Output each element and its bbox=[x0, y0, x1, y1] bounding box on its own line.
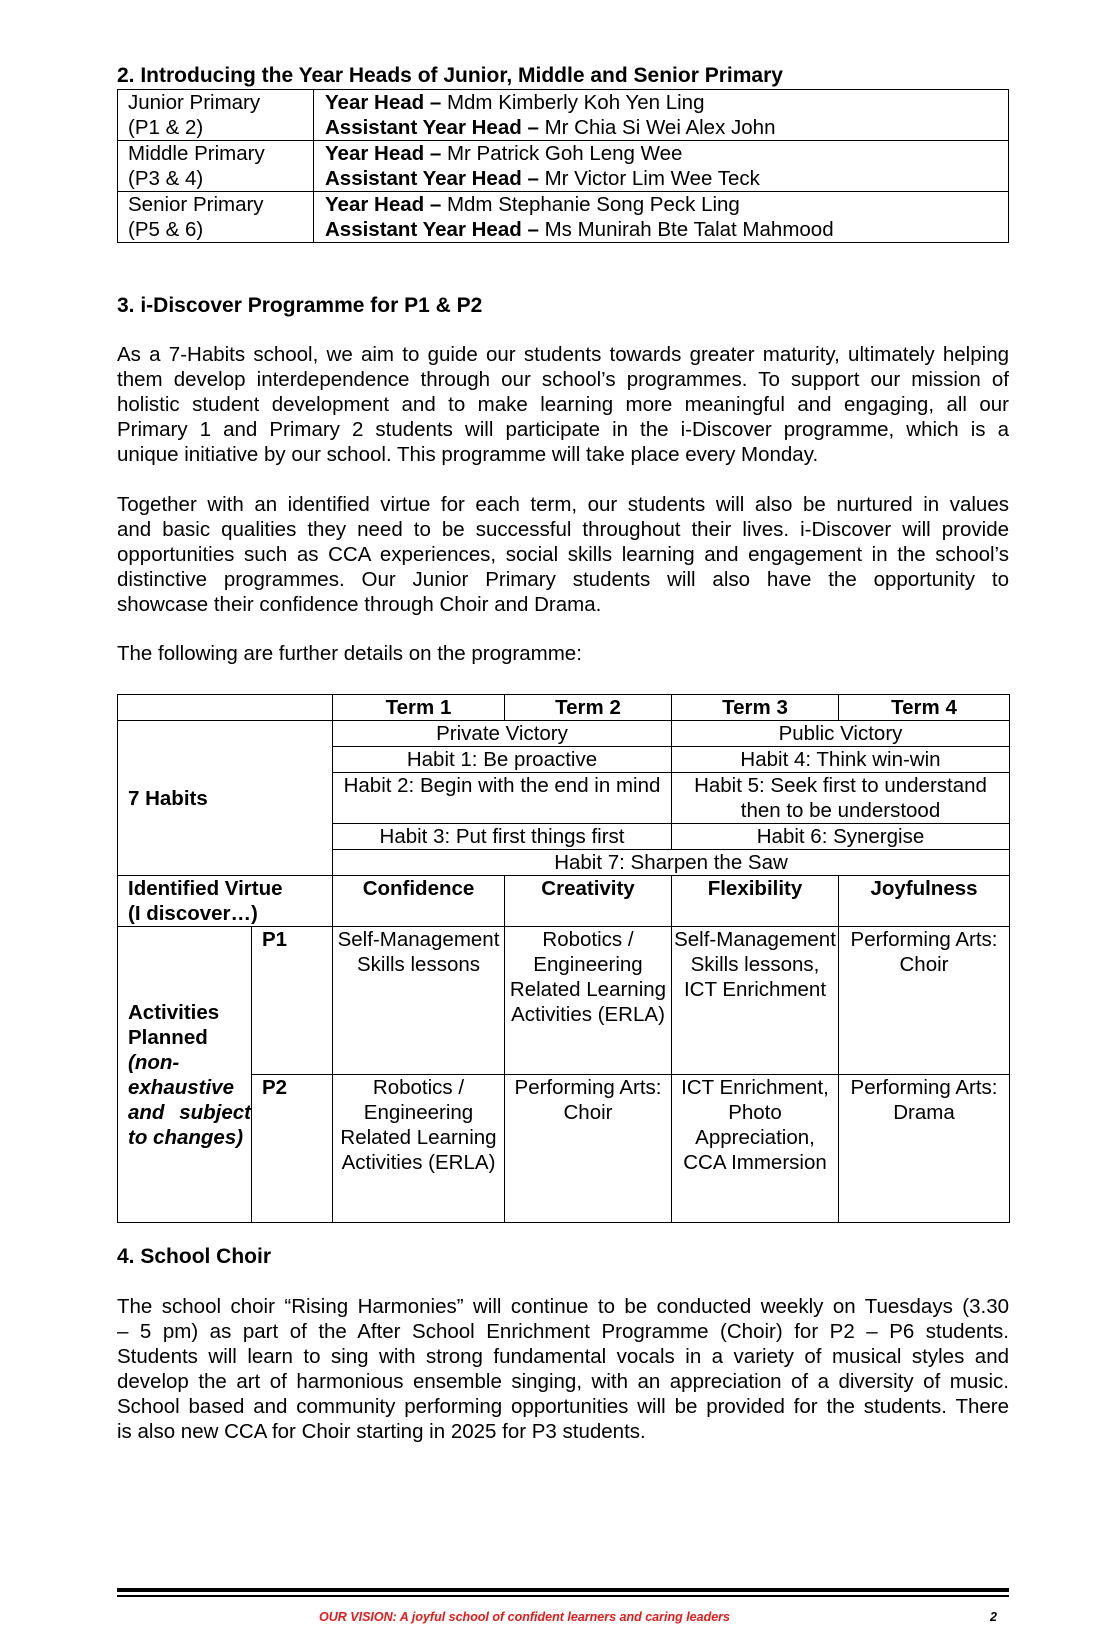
p2-term-3-activity: ICT Enrichment, Photo Appreciation, CCA Immersion bbox=[672, 1075, 839, 1223]
virtue-term-2: Creativity bbox=[505, 876, 672, 927]
identified-virtue-label bbox=[118, 876, 333, 927]
year-head-name: Mdm Kimberly Koh Yen Ling bbox=[446, 91, 705, 114]
paragraph-line: School based and community performing opportunities will be provided for the students. There bbox=[117, 1395, 1009, 1418]
identified-virtue-label-line-1: Identified Virtue bbox=[128, 877, 283, 900]
p1-label: P1 bbox=[252, 927, 333, 1075]
level-name: Senior Primary bbox=[128, 193, 264, 216]
habit-2-cell: Habit 2: Begin with the end in mind bbox=[333, 773, 672, 824]
assistant-year-head-name: Ms Munirah Bte Talat Mahmood bbox=[544, 218, 834, 241]
year-head-name: Mr Patrick Goh Leng Wee bbox=[446, 142, 683, 165]
heads-cell bbox=[314, 90, 1009, 141]
paragraph-line: develop the art of harmonious ensemble singing, with an appreciation of a diversity of music. bbox=[117, 1370, 1009, 1393]
paragraph-line: As a 7-Habits school, we aim to guide our students towards greater maturity, ultimately helping bbox=[117, 343, 1009, 366]
year-head-row bbox=[118, 192, 1009, 243]
heads-cell bbox=[314, 141, 1009, 192]
p1-term-3-activity: Self-Management Skills lessons, ICT Enrichment bbox=[672, 927, 839, 1075]
paragraph-line: opportunities such as CCA experiences, social skills learning and engagement in the school’s bbox=[117, 543, 1009, 566]
p1-term-2-activity: Robotics / Engineering Related Learning Activities (ERLA) bbox=[505, 927, 672, 1075]
habit-7-cell: Habit 7: Sharpen the Saw bbox=[333, 850, 1010, 876]
habit-5-cell: Habit 5: Seek first to understand then to be understood bbox=[672, 773, 1010, 824]
activities-note-text: (non-exhaustive and subject to changes) bbox=[128, 1050, 251, 1149]
section-2-heading: 2. Introducing the Year Heads of Junior, Middle and Senior Primary bbox=[117, 64, 783, 87]
paragraph-line: is also new CCA for Choir starting in 2025 for P3 students. bbox=[117, 1420, 646, 1443]
paragraph-line: unique initiative by our school. This programme will take place every Monday. bbox=[117, 443, 819, 466]
paragraph-line: them develop interdependence through our school’s programmes. To support our mission of bbox=[117, 368, 1009, 391]
virtue-term-4: Joyfulness bbox=[839, 876, 1010, 927]
level-name: Middle Primary bbox=[128, 142, 265, 165]
term-4-header: Term 4 bbox=[839, 695, 1010, 721]
term-3-header: Term 3 bbox=[672, 695, 839, 721]
year-head-row bbox=[118, 90, 1009, 141]
assistant-year-head-line bbox=[325, 217, 1008, 242]
paragraph-line: showcase their confidence through Choir and Drama. bbox=[117, 593, 602, 616]
paragraph-line: Together with an identified virtue for each term, our students will also be nurtured in values bbox=[117, 493, 1009, 516]
footer-rule-thin bbox=[117, 1595, 1009, 1597]
year-head-name: Mdm Stephanie Song Peck Ling bbox=[446, 193, 740, 216]
paragraph-line: and basic qualities they need to be successful throughout their lives. i-Discover will provide bbox=[117, 518, 1009, 541]
habit-1-cell: Habit 1: Be proactive bbox=[333, 747, 672, 773]
paragraph-line: holistic student development and to make learning more meaningful and engaging, all our bbox=[117, 393, 1009, 416]
year-heads-table bbox=[117, 89, 1009, 243]
paragraph-line: distinctive programmes. Our Junior Primary students will also have the opportunity to bbox=[117, 568, 1009, 591]
identified-virtue-label-line-2: (I discover…) bbox=[128, 902, 258, 925]
term-2-header: Term 2 bbox=[505, 695, 672, 721]
p2-term-1-activity: Robotics / Engineering Related Learning Activities (ERLA) bbox=[333, 1075, 505, 1223]
term-1-header: Term 1 bbox=[333, 695, 505, 721]
footer-rule-thick bbox=[117, 1588, 1009, 1592]
section-4-heading: 4. School Choir bbox=[117, 1245, 272, 1268]
paragraph-line: Students will learn to sing with strong fundamental vocals in a variety of musical styles and bbox=[117, 1345, 1009, 1368]
level-grades: (P1 & 2) bbox=[128, 116, 204, 139]
public-victory-cell: Public Victory bbox=[672, 721, 1010, 747]
year-head-line bbox=[325, 141, 1008, 166]
activities-planned-text: Activities Planned bbox=[128, 1000, 220, 1049]
section-3-paragraph-3: The following are further details on the programme: bbox=[117, 642, 582, 665]
blank-header-cell bbox=[118, 695, 333, 721]
section-3-paragraph-1 bbox=[117, 342, 1009, 467]
year-head-label: Year Head – bbox=[325, 91, 442, 114]
assistant-year-head-label: Assistant Year Head – bbox=[325, 218, 539, 241]
assistant-year-head-name: Mr Victor Lim Wee Teck bbox=[544, 167, 760, 190]
p1-term-4-activity: Performing Arts: Choir bbox=[839, 927, 1010, 1075]
level-cell bbox=[118, 90, 314, 141]
assistant-year-head-label: Assistant Year Head – bbox=[325, 116, 539, 139]
heads-cell bbox=[314, 192, 1009, 243]
habit-3-cell: Habit 3: Put first things first bbox=[333, 824, 672, 850]
assistant-year-head-name: Mr Chia Si Wei Alex John bbox=[544, 116, 776, 139]
private-victory-cell: Private Victory bbox=[333, 721, 672, 747]
paragraph-line: The school choir “Rising Harmonies” will continue to be conducted weekly on Tuesdays (3.30 bbox=[117, 1295, 1009, 1318]
section-3-paragraph-2 bbox=[117, 492, 1009, 617]
paragraph-line: – 5 pm) as part of the After School Enrichment Programme (Choir) for P2 – P6 students. bbox=[117, 1320, 1009, 1343]
year-head-label: Year Head – bbox=[325, 193, 442, 216]
assistant-year-head-line bbox=[325, 115, 1008, 140]
assistant-year-head-label: Assistant Year Head – bbox=[325, 167, 539, 190]
paragraph-line: Primary 1 and Primary 2 students will participate in the i-Discover programme, which is a bbox=[117, 418, 1009, 441]
assistant-year-head-line bbox=[325, 166, 1008, 191]
section-3-heading: 3. i-Discover Programme for P1 & P2 bbox=[117, 294, 483, 317]
level-name: Junior Primary bbox=[128, 91, 261, 114]
footer-vision-text: OUR VISION: A joyful school of confident learners and caring leaders bbox=[319, 1610, 730, 1624]
virtue-term-1: Confidence bbox=[333, 876, 505, 927]
year-head-line bbox=[325, 90, 1008, 115]
year-head-row bbox=[118, 141, 1009, 192]
year-head-label: Year Head – bbox=[325, 142, 442, 165]
p1-term-1-activity: Self-Management Skills lessons bbox=[333, 927, 505, 1075]
p2-label: P2 bbox=[252, 1075, 333, 1223]
section-4-paragraph bbox=[117, 1294, 1009, 1444]
habit-6-cell: Habit 6: Synergise bbox=[672, 824, 1010, 850]
seven-habits-label: 7 Habits bbox=[118, 721, 333, 876]
virtue-term-3: Flexibility bbox=[672, 876, 839, 927]
year-head-line bbox=[325, 192, 1008, 217]
page-number: 2 bbox=[990, 1610, 997, 1624]
level-grades: (P5 & 6) bbox=[128, 218, 204, 241]
programme-table bbox=[117, 694, 1010, 1223]
p2-term-2-activity: Performing Arts: Choir bbox=[505, 1075, 672, 1223]
level-grades: (P3 & 4) bbox=[128, 167, 204, 190]
level-cell bbox=[118, 192, 314, 243]
habit-4-cell: Habit 4: Think win-win bbox=[672, 747, 1010, 773]
level-cell bbox=[118, 141, 314, 192]
p2-term-4-activity: Performing Arts: Drama bbox=[839, 1075, 1010, 1223]
activities-planned-label bbox=[118, 927, 252, 1223]
